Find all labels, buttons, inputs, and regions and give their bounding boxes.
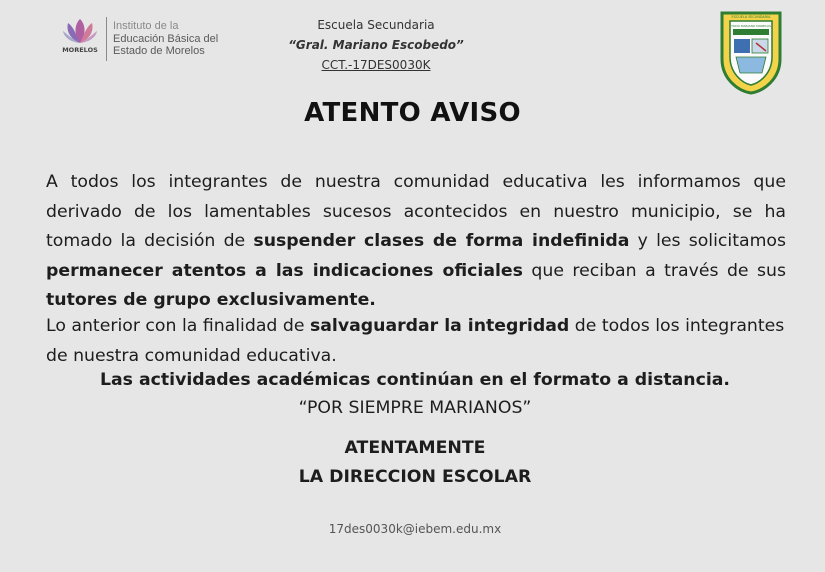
p1-bold-tutors: tutores de grupo exclusivamente. xyxy=(46,290,376,310)
school-crest-icon xyxy=(718,7,784,95)
p2-text-a: Lo anterior con la finalidad de xyxy=(46,316,310,336)
p1-text-a: A todos los integrantes de nuestra comunidad educativa les informamos que derivado de los lamentables sucesos acontecidos en nuestro municipio, se ha tomado la decisión de xyxy=(46,172,786,251)
contact-email[interactable]: 17des0030k@iebem.edu.mx xyxy=(328,522,502,536)
closing-line: ATENTAMENTE xyxy=(344,438,486,458)
school-cct: CCT.-17DES0030K xyxy=(321,58,431,72)
morelos-flower-icon xyxy=(60,15,100,63)
crest-text: ESCUELA SECUNDARIA xyxy=(731,15,771,19)
p1-bold-attentive: permanecer atentos a las indicaciones oficiales xyxy=(46,260,523,281)
school-header xyxy=(276,15,476,75)
institute-name xyxy=(113,20,218,58)
p2-bold-safeguard: salvaguardar la integridad xyxy=(309,316,570,336)
p1-bold-suspend: suspender clases de forma indefinida xyxy=(253,231,630,251)
morelos-logo-word: MORELOS xyxy=(62,46,98,54)
activities-note: Las actividades académicas continúan en el formato a distancia. xyxy=(100,370,730,390)
crest-banner-text: TODO MARIANO MORELOS xyxy=(731,24,771,28)
p2-text-c: de todos los integrantes de nuestra comunidad educativa. xyxy=(46,316,785,366)
notice-paragraph-2 xyxy=(46,312,786,371)
institute-line-3: Estado de Morelos xyxy=(113,45,205,58)
school-type: Escuela Secundaria xyxy=(317,18,435,32)
header-divider xyxy=(106,17,107,61)
institute-line-2: Educación Básica del xyxy=(113,32,219,45)
institute-logo xyxy=(60,14,218,64)
p1-text-e: que reciban a través de sus xyxy=(522,260,786,281)
signature-line: LA DIRECCION ESCOLAR xyxy=(298,467,532,487)
school-name: “Gral. Mariano Escobedo” xyxy=(288,38,464,52)
institute-line-1: Instituto de la xyxy=(113,20,179,33)
school-motto: “POR SIEMPRE MARIANOS” xyxy=(298,398,532,418)
notice-paragraph-1 xyxy=(46,168,786,316)
notice-title: ATENTO AVISO xyxy=(304,98,521,128)
p1-text-c: y les solicitamos xyxy=(629,231,786,251)
